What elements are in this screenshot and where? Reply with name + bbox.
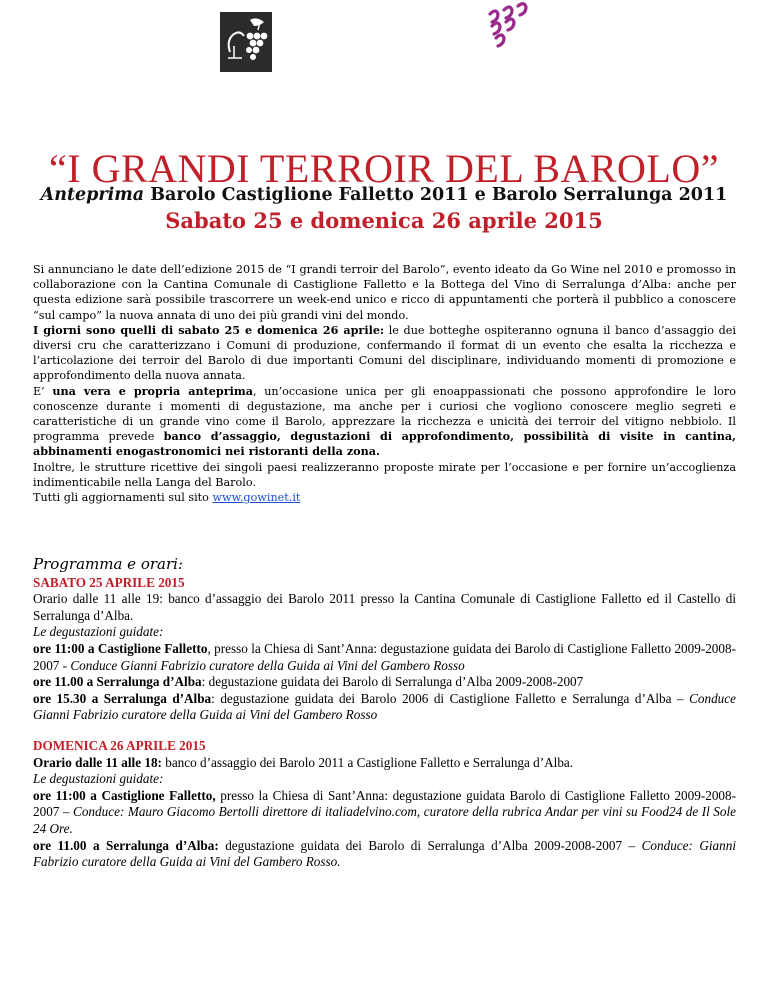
domenica-e2-conduce: Conduce: Gianni Fabrizio curatore della Guida ai Vini del Gambero Rosso. bbox=[33, 837, 736, 870]
domenica-heading: DOMENICA 26 APRILE 2015 bbox=[33, 737, 206, 753]
programma-section bbox=[33, 556, 736, 871]
sabato-orario: Orario dalle 11 alle 19: banco d’assaggio dei Barolo 2011 presso la Cantina Comunale di Castiglione Falletto ed il Castello di Serralunga d’Alba. bbox=[33, 591, 736, 623]
event-dates: Sabato 25 e domenica 26 aprile 2015 bbox=[165, 208, 603, 233]
domenica-e2-time: ore 11.00 a Serralunga d’Alba: bbox=[33, 837, 219, 853]
sabato-e2-time: ore 11.00 a Serralunga d’Alba bbox=[33, 674, 202, 690]
domenica-guidate-label: Le degustazioni guidate: bbox=[33, 771, 164, 787]
section-spacer bbox=[33, 724, 736, 738]
sabato-e3-conduce: Conduce Gianni Fabrizio curatore della Guida ai Vini del Gambero Rosso bbox=[33, 690, 736, 723]
intro-p3-b: , un’occasione unica per gli enoappassionati che possono approfondire le loro conoscenze durante i momenti di degustazione, ma anche per i curiosi che vogliono conoscere meglio segreti e caratteristiche di un grande vino come il Barolo, apprezzare la ricchezza e unicità dei terroir del vitigno nebbiolo. Il programma prevede bbox=[33, 384, 736, 444]
page-subtitle bbox=[0, 185, 768, 205]
intro-p5-text: Tutti gli aggiornamenti sul sito bbox=[33, 491, 213, 505]
header-logos bbox=[0, 0, 768, 100]
subtitle-wines: Barolo Castiglione Falletto 2011 e Barolo Serralunga 2011 bbox=[144, 185, 728, 205]
sabato-heading: SABATO 25 APRILE 2015 bbox=[33, 574, 185, 590]
intro-section bbox=[33, 262, 736, 505]
intro-p2-bold: I giorni sono quelli di sabato 25 e domenica 26 aprile: bbox=[33, 322, 385, 337]
programma-title: Programma e orari: bbox=[33, 555, 183, 573]
domenica-orario-text: banco d’assaggio dei Barolo 2011 a Castiglione Falletto e Serralunga d’Alba. bbox=[161, 754, 574, 770]
intro-p3-bold2: banco d’assaggio, degustazioni di approfondimento, possibilità di visite in cantina, abbinamenti enogastronomici nei ristoranti della zona. bbox=[33, 429, 736, 459]
intro-p3-bold1: una vera e propria anteprima bbox=[52, 383, 253, 398]
subtitle-anteprima: Anteprima bbox=[40, 185, 145, 205]
purple-swirl-logo-icon bbox=[482, 2, 534, 50]
sabato-e3-time: ore 15.30 a Serralunga d’Alba bbox=[33, 690, 212, 706]
sabato-e2-text: : degustazione guidata dei Barolo di Serralunga d’Alba 2009-2008-2007 bbox=[201, 674, 584, 690]
intro-paragraph-3 bbox=[33, 384, 736, 460]
gowinet-link[interactable]: www.gowinet.it bbox=[212, 491, 301, 505]
domenica-event-1 bbox=[33, 788, 736, 838]
sabato-e1-time: ore 11:00 a Castiglione Falletto bbox=[33, 640, 208, 656]
domenica-e2-text: degustazione guidata dei Barolo di Serralunga d’Alba 2009-2008-2007 – bbox=[218, 837, 642, 853]
domenica-e1-conduce: Conduce: Mauro Giacomo Bertolli direttore di italiadelvino.com, curatore della rubrica Andar per vini su Food24 de Il Sole 24 Ore. bbox=[33, 804, 736, 836]
sabato-event-1 bbox=[33, 641, 736, 674]
sabato-e3-text: : degustazione guidata dei Barolo 2006 di Castiglione Falletto e Serralunga d’Alba – bbox=[211, 690, 690, 706]
intro-paragraph-1: Si annunciano le date dell’edizione 2015 de “I grandi terroir del Barolo”, evento ideato da Go Wine nel 2010 e promosso in collaborazione con la Cantina Comunale di Castiglione Falletto e la Bottega del Vino di Serralunga d’Alba: anche per questa edizione sarà possibile trascorrere un week-end unico e ricco di appuntamenti che porterà il pubblico a conoscere “sul campo” la nuova annata di uno dei più grandi vini del mondo. bbox=[33, 263, 736, 322]
intro-paragraph-5 bbox=[33, 490, 736, 505]
intro-p2-text: le due botteghe ospiteranno ognuna il banco d’assaggio dei diversi cru che caratterizzano i Comuni di produzione, confermando il format di un evento che esalta la ricchezza e l’articolazione dei terroir del Barolo di due importanti Comuni del disciplinare, individuando momenti di promozione e approfondimento della nuova annata. bbox=[33, 323, 736, 383]
domenica-e1-text: presso la Chiesa di Sant’Anna: degustazione guidata Barolo di Castiglione Falletto 2009-2008-2007 – bbox=[33, 787, 736, 820]
sabato-event-3 bbox=[33, 691, 736, 724]
sabato-e1-text: , presso la Chiesa di Sant’Anna: degustazione guidata dei Barolo di Castiglione Falletto 2009-2008-2007 - bbox=[33, 640, 736, 673]
domenica-orario bbox=[33, 755, 736, 772]
grape-vine-logo-icon bbox=[220, 12, 272, 72]
domenica-event-2 bbox=[33, 838, 736, 871]
domenica-orario-bold: Orario dalle 11 alle 18: bbox=[33, 754, 162, 770]
sabato-guidate-label: Le degustazioni guidate: bbox=[33, 624, 164, 640]
intro-paragraph-2 bbox=[33, 323, 736, 384]
sabato-event-2 bbox=[33, 674, 736, 691]
page-title: “I GRANDI TERROIR DEL BAROLO” bbox=[49, 146, 719, 191]
domenica-e1-time: ore 11:00 a Castiglione Falletto, bbox=[33, 787, 216, 803]
sabato-e1-conduce: Conduce Gianni Fabrizio curatore della Guida ai Vini del Gambero Rosso bbox=[70, 657, 465, 673]
intro-p3-a: E’ bbox=[33, 384, 53, 398]
intro-paragraph-4: Inoltre, le strutture ricettive dei singoli paesi realizzeranno proposte mirate per l’occasione e per fornire un’accoglienza indimenticabile nella Langa del Barolo. bbox=[33, 460, 736, 489]
